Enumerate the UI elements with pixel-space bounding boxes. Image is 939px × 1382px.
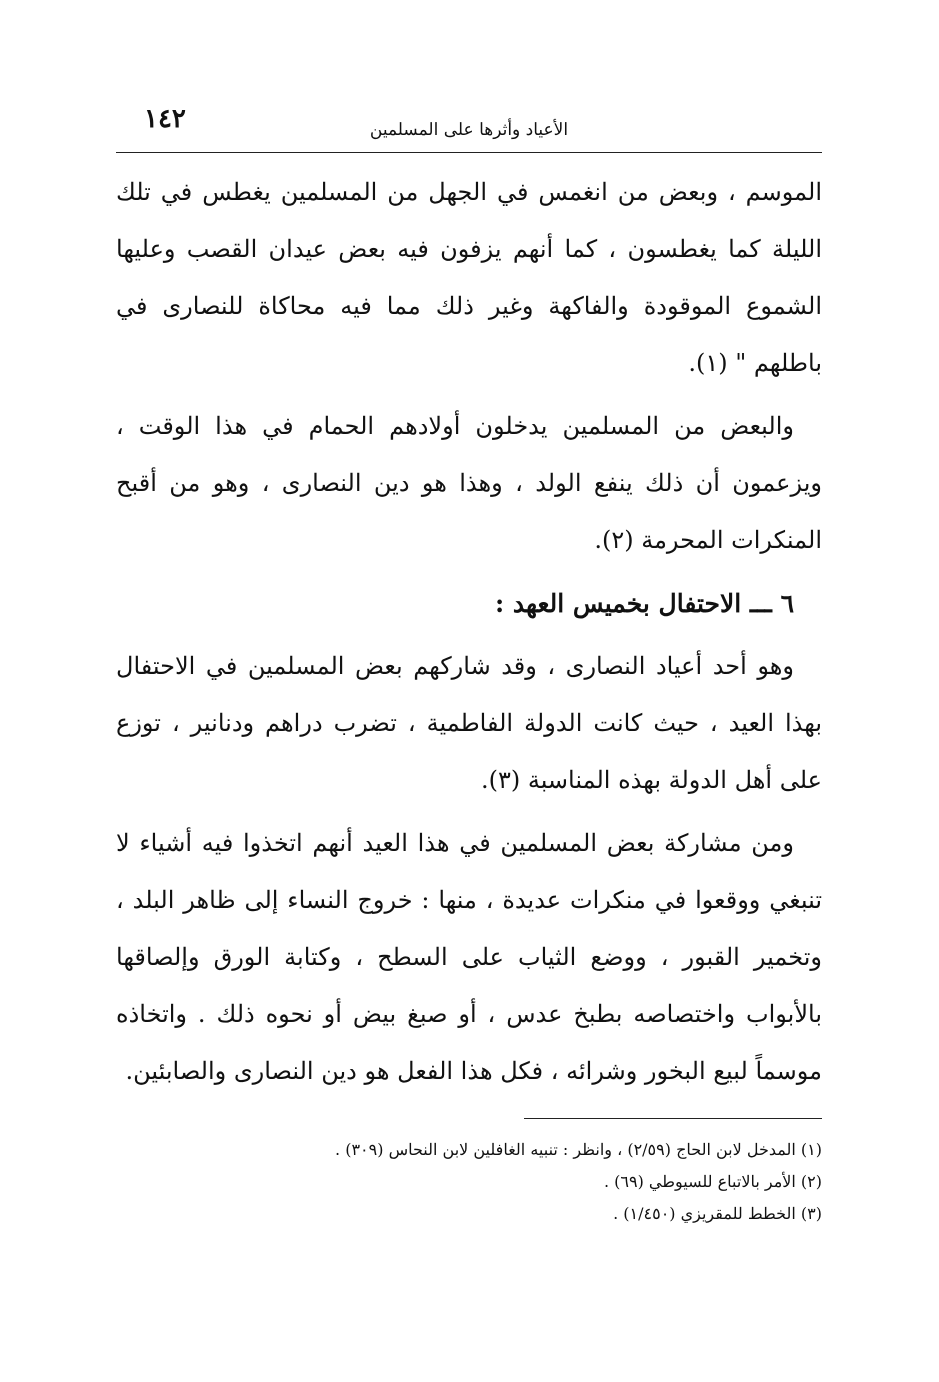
footnote-divider [524,1118,822,1119]
footnotes [116,1134,822,1230]
paragraph-2: والبعض من المسلمين يدخلون أولادهم الحمام في هذا الوقت ، ويزعمون أن ذلك ينفع الولد ، وهذا هو دين النصارى ، وهو من أقبح المنكرات المحرمة (٢). [116,412,822,554]
section-heading: ٦ ـــ الاحتفال بخميس العهد : [494,589,794,618]
footnote-1: (١) المدخل لابن الحاج (٢/٥٩) ، وانظر : تنبيه الغافلين لابن النحاس (٣٠٩) . [335,1140,822,1159]
footnote-2: (٢) الأمر بالاتباع للسيوطي (٦٩) . [603,1172,822,1191]
paragraph-3: وهو أحد أعياد النصارى ، وقد شاركهم بعض المسلمين في الاحتفال بهذا العيد ، حيث كانت الدولة الفاطمية ، تضرب دراهم ودنانير ، توزع على أهل الدولة بهذه المناسبة (٣). [116,652,822,794]
paragraph-1: الموسم ، وبعض من انغمس في الجهل من المسلمين يغطس في تلك الليلة كما يغطسون ، كما أنهم يزفون فيه بعض عيدان القصب وعليها الشموع الموقودة والفاكهة وغير ذلك مما فيه محاكاة للنصارى في باطلهم " (١). [116,178,822,377]
main-text [116,164,822,1106]
running-title: الأعياد وأثرها على المسلمين [369,120,569,140]
footnote-3: (٣) الخطط للمقريزي (١/٤٥٠) . [613,1204,822,1223]
paragraph-4: ومن مشاركة بعض المسلمين في هذا العيد أنهم اتخذوا فيه أشياء لا تنبغي ووقعوا في منكرات عديدة ، منها : خروج النساء إلى ظاهر البلد ، وتخمير القبور ، ووضع الثياب على السطح ، وكتابة الورق وإلصاقها بالأبواب واختصاصه بطبخ عدس ، أو صبغ بيض أو نحوه ذلك . واتخاذه موسماً لبيع البخور وشرائه ، فكل هذا الفعل هو دين النصارى والصابئين. [116,829,823,1085]
page-header [116,100,822,153]
page-number: ١٤٢ [144,104,186,134]
